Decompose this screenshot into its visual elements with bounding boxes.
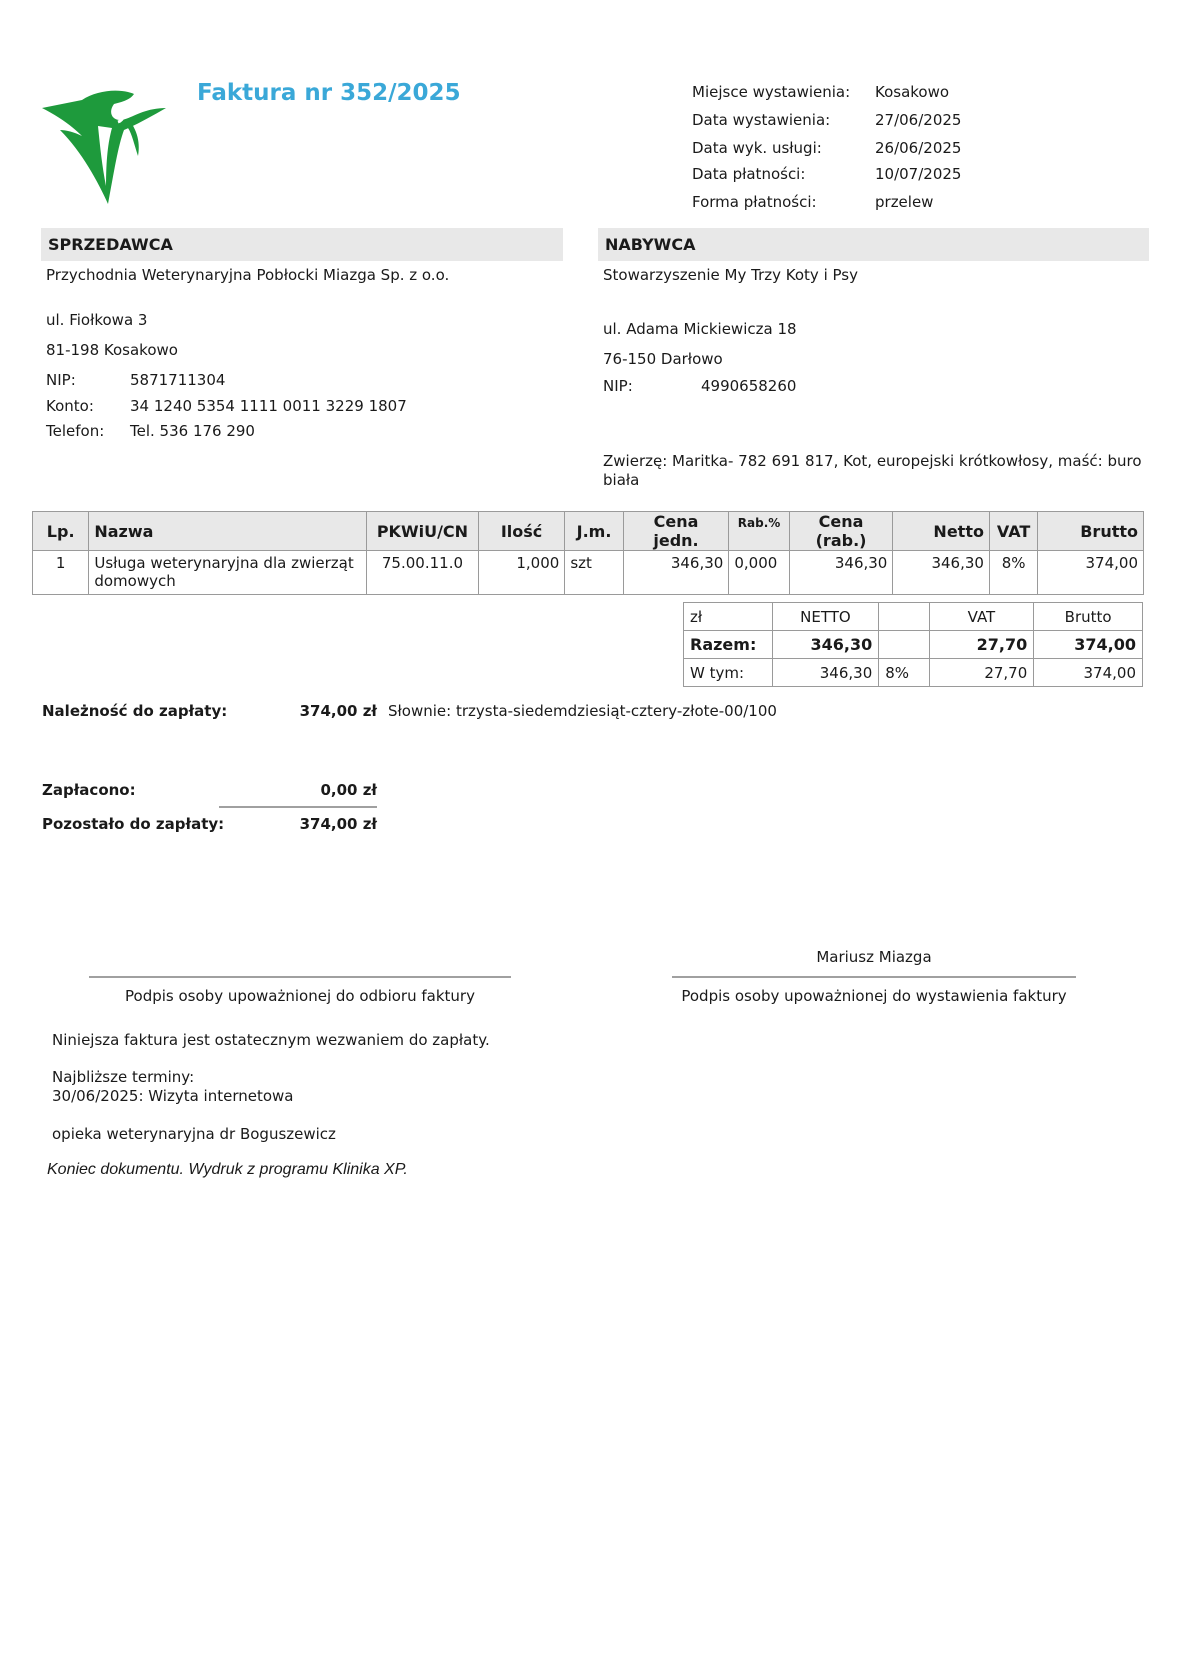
upcoming-item: 30/06/2025: Wizyta internetowa <box>52 1087 294 1105</box>
buyer-city: 76-150 Darłowo <box>603 350 723 368</box>
cell-name <box>89 551 367 595</box>
due-label: Należność do zapłaty: <box>42 702 228 720</box>
col-header-discount: Rab.% <box>729 512 789 551</box>
summary-netto-label: NETTO <box>772 603 879 631</box>
buyer-name: Stowarzyszenie My Trzy Koty i Psy <box>603 266 858 284</box>
summary-brutto-label: Brutto <box>1034 603 1143 631</box>
summary-total-row <box>684 631 1143 659</box>
seller-account-row <box>46 397 407 415</box>
col-header-name: Nazwa <box>89 512 367 551</box>
clinic-logo <box>42 86 170 206</box>
invoice-meta <box>692 78 961 216</box>
issuer-signature-line <box>672 976 1076 978</box>
seller-city: 81-198 Kosakowo <box>46 341 178 359</box>
buyer-animal-line2: biała <box>603 471 640 489</box>
remaining-label: Pozostało do zapłaty: <box>42 815 225 833</box>
seller-heading: SPRZEDAWCA <box>41 228 563 261</box>
summary-incl-gross: 374,00 <box>1034 659 1143 687</box>
meta-value: przelew <box>875 193 934 211</box>
due-amount: 374,00 zł <box>299 702 377 720</box>
buyer-street: ul. Adama Mickiewicza 18 <box>603 320 797 338</box>
paid-label: Zapłacono: <box>42 781 136 799</box>
meta-value: Kosakowo <box>875 83 950 101</box>
payment-divider <box>219 806 377 808</box>
meta-service-date <box>692 134 961 160</box>
buyer-nip-row <box>603 377 796 395</box>
meta-label: Data płatności: <box>692 165 806 183</box>
cell-unit-price: 346,30 <box>623 551 729 595</box>
summary-empty <box>879 631 929 659</box>
cell-net: 346,30 <box>893 551 990 595</box>
col-header-price-after: Cena (rab.) <box>789 512 893 551</box>
care-note: opieka weterynaryjna dr Boguszewicz <box>52 1125 336 1143</box>
col-header-unit: J.m. <box>565 512 623 551</box>
col-header-unit-price: Cena jedn. <box>623 512 729 551</box>
upcoming-label: Najbliższe terminy: <box>52 1068 195 1086</box>
invoice-title: Faktura nr 352/2025 <box>197 80 461 106</box>
items-header-row <box>33 512 1144 551</box>
seller-account: 34 1240 5354 1111 0011 3229 1807 <box>130 397 407 415</box>
cell-name-line2: domowych <box>94 572 176 590</box>
paid-amount: 0,00 zł <box>320 781 377 799</box>
summary-currency: zł <box>684 603 773 631</box>
table-row <box>33 551 1144 595</box>
buyer-nip: 4990658260 <box>701 377 797 395</box>
seller-phone-label: Telefon: <box>46 422 105 440</box>
meta-payment-method <box>692 188 961 216</box>
meta-place <box>692 78 961 106</box>
col-header-lp: Lp. <box>33 512 89 551</box>
col-header-gross: Brutto <box>1038 512 1144 551</box>
seller-nip-label: NIP: <box>46 371 76 389</box>
meta-label: Data wyk. usługi: <box>692 139 822 157</box>
seller-phone-row <box>46 422 255 440</box>
buyer-animal-line1: Zwierzę: Maritka- 782 691 817, Kot, europejski krótkowłosy, maść: buro <box>603 452 1142 470</box>
meta-label: Miejsce wystawienia: <box>692 83 851 101</box>
cell-price-after: 346,30 <box>789 551 893 595</box>
col-header-net: Netto <box>893 512 990 551</box>
seller-phone: Tel. 536 176 290 <box>130 422 255 440</box>
summary-total-gross: 374,00 <box>1034 631 1143 659</box>
summary-table <box>683 602 1143 687</box>
cell-qty: 1,000 <box>478 551 565 595</box>
summary-incl-vat: 27,70 <box>929 659 1034 687</box>
cell-discount: 0,000 <box>729 551 789 595</box>
meta-value: 26/06/2025 <box>875 139 962 157</box>
col-header-pkwiu: PKWiU/CN <box>367 512 479 551</box>
receiver-signature-caption: Podpis osoby upoważnionej do odbioru faktury <box>125 987 475 1005</box>
cell-lp: 1 <box>33 551 89 595</box>
receiver-signature-line <box>89 976 511 978</box>
summary-incl-label: W tym: <box>684 659 773 687</box>
seller-name: Przychodnia Weterynaryjna Pobłocki Miazga Sp. z o.o. <box>46 266 450 284</box>
meta-label: Data wystawienia: <box>692 111 831 129</box>
summary-incl-rate: 8% <box>879 659 929 687</box>
cell-gross: 374,00 <box>1038 551 1144 595</box>
cell-unit: szt <box>565 551 623 595</box>
items-table <box>32 511 1144 595</box>
meta-label: Forma płatności: <box>692 193 817 211</box>
meta-issue-date <box>692 106 961 134</box>
summary-incl-net: 346,30 <box>772 659 879 687</box>
due-words: Słownie: trzysta-siedemdziesiąt-cztery-złote-00/100 <box>388 702 777 720</box>
meta-value: 10/07/2025 <box>875 165 962 183</box>
buyer-nip-label: NIP: <box>603 377 633 395</box>
meta-value: 27/06/2025 <box>875 111 962 129</box>
seller-street: ul. Fiołkowa 3 <box>46 311 148 329</box>
summary-total-vat: 27,70 <box>929 631 1034 659</box>
bird-v-logo-icon <box>42 86 170 206</box>
summary-vat-label: VAT <box>929 603 1034 631</box>
meta-payment-date <box>692 160 961 188</box>
remaining-amount: 374,00 zł <box>299 815 377 833</box>
final-notice: Niniejsza faktura jest ostatecznym wezwaniem do zapłaty. <box>52 1031 490 1049</box>
buyer-heading: NABYWCA <box>598 228 1149 261</box>
issuer-signature-caption: Podpis osoby upoważnionej do wystawienia faktury <box>681 987 1067 1005</box>
end-note: Koniec dokumentu. Wydruk z programu Klinika XP. <box>47 1161 408 1178</box>
seller-nip-row <box>46 371 225 389</box>
summary-total-net: 346,30 <box>772 631 879 659</box>
seller-account-label: Konto: <box>46 397 94 415</box>
cell-name-line1: Usługa weterynaryjna dla zwierząt <box>94 554 354 572</box>
col-header-qty: Ilość <box>478 512 565 551</box>
issuer-name: Mariusz Miazga <box>816 948 932 966</box>
seller-nip: 5871711304 <box>130 371 226 389</box>
summary-total-label: Razem: <box>684 631 773 659</box>
summary-header-row <box>684 603 1143 631</box>
col-header-vat: VAT <box>989 512 1037 551</box>
cell-vat: 8% <box>989 551 1037 595</box>
summary-incl-row <box>684 659 1143 687</box>
summary-empty <box>879 603 929 631</box>
cell-pkwiu: 75.00.11.0 <box>367 551 479 595</box>
